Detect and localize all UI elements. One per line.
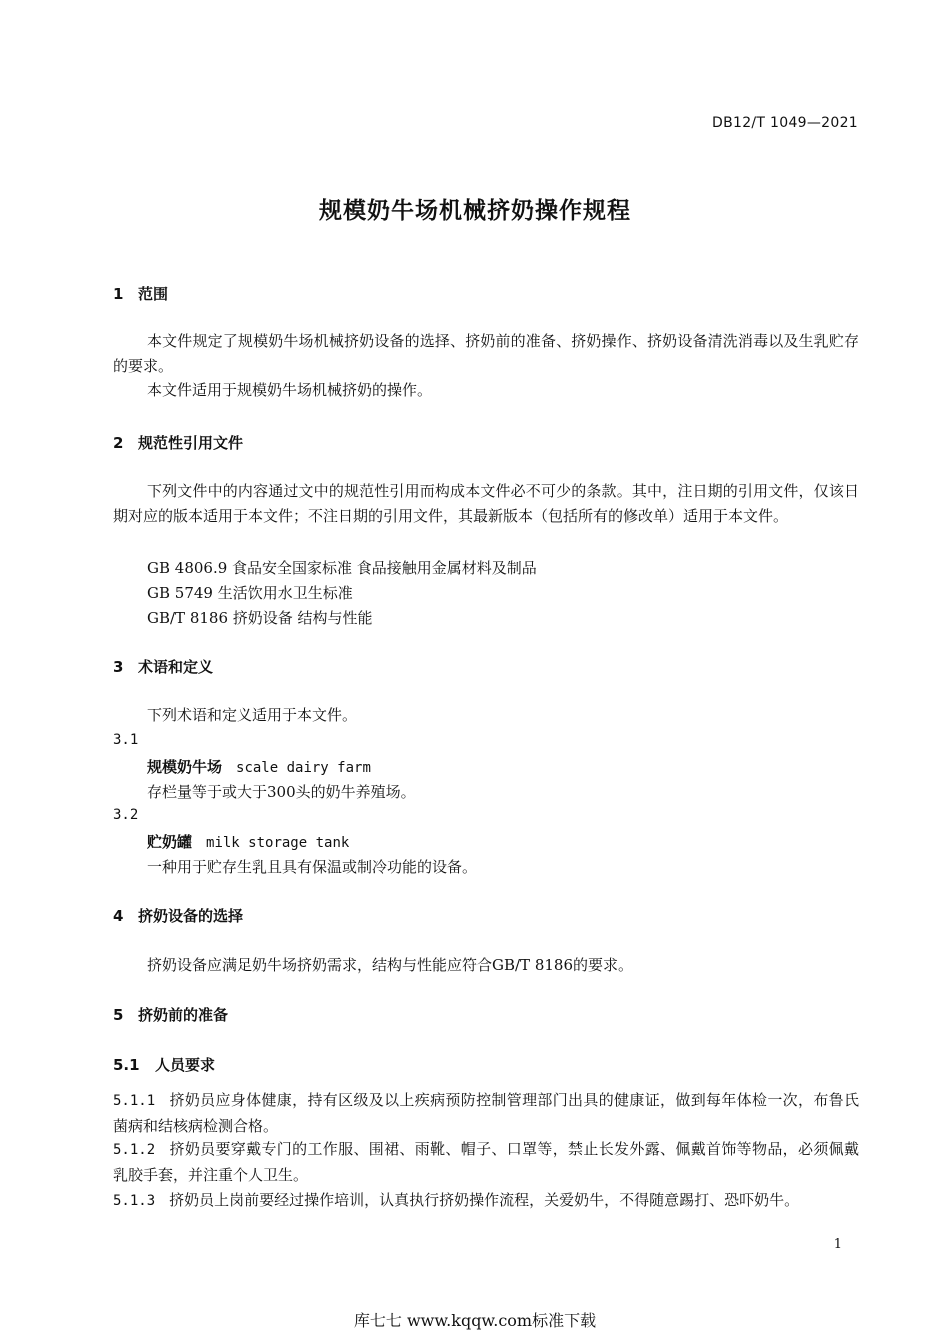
normative-reference: GB/T 8186 挤奶设备 结构与性能 — [147, 609, 373, 627]
clause-5-1-1 — [113, 1088, 859, 1138]
term-chinese: 贮奶罐 — [147, 833, 193, 851]
term-entry — [147, 831, 349, 852]
section-5-heading — [113, 1004, 228, 1025]
section-3-heading — [113, 656, 213, 677]
section-2-heading — [113, 432, 243, 453]
section-1-heading — [113, 283, 168, 304]
term-english: milk storage tank — [206, 835, 350, 851]
footer-watermark: 库七七 www.kqqw.com标准下载 — [353, 1311, 597, 1330]
section-number: 4 — [113, 907, 124, 925]
term-definition: 存栏量等于或大于300头的奶牛养殖场。 — [147, 783, 416, 801]
term-english: scale dairy farm — [236, 760, 371, 776]
section-number: 3 — [113, 658, 124, 676]
document-number: DB12/T 1049—2021 — [712, 115, 858, 131]
subsection-5-1-heading — [113, 1054, 215, 1075]
subsection-number: 5.1 — [113, 1056, 140, 1074]
clause-number: 5.1.1 — [113, 1093, 156, 1109]
subsection-title: 人员要求 — [155, 1056, 216, 1074]
clause-text: 挤奶员要穿戴专门的工作服、围裙、雨靴、帽子、口罩等，禁止长发外露、佩戴首饰等物品，必须佩戴乳胶手套，并注重个人卫生。 — [113, 1140, 859, 1184]
normative-reference: GB 4806.9 食品安全国家标准 食品接触用金属材料及制品 — [147, 559, 537, 577]
section-4-paragraph-1: 挤奶设备应满足奶牛场挤奶需求，结构与性能应符合GB/T 8186的要求。 — [147, 956, 634, 974]
clause-5-1-3 — [113, 1188, 859, 1214]
term-entry — [147, 756, 371, 777]
page-number: 1 — [833, 1237, 842, 1252]
section-title: 术语和定义 — [138, 658, 214, 676]
section-number: 5 — [113, 1006, 124, 1024]
section-4-heading — [113, 905, 243, 926]
document-title: 规模奶牛场机械挤奶操作规程 — [319, 198, 631, 224]
section-1-paragraph-1: 本文件规定了规模奶牛场机械挤奶设备的选择、挤奶前的准备、挤奶操作、挤奶设备清洗消毒以及生乳贮存的要求。 — [113, 332, 859, 375]
term-chinese: 规模奶牛场 — [147, 758, 223, 776]
section-title: 范围 — [138, 285, 169, 303]
section-number: 2 — [113, 434, 124, 452]
clause-number: 5.1.3 — [113, 1193, 156, 1209]
term-number: 3.2 — [113, 807, 139, 823]
normative-reference: GB 5749 生活饮用水卫生标准 — [147, 584, 353, 602]
section-3-paragraph-1: 下列术语和定义适用于本文件。 — [147, 706, 358, 724]
clause-text: 挤奶员上岗前要经过操作培训，认真执行挤奶操作流程，关爱奶牛，不得随意踢打、恐吓奶牛。 — [169, 1191, 800, 1209]
section-1-paragraph-2: 本文件适用于规模奶牛场机械挤奶的操作。 — [147, 381, 433, 399]
clause-number: 5.1.2 — [113, 1142, 156, 1158]
section-title: 挤奶设备的选择 — [138, 907, 244, 925]
section-title: 规范性引用文件 — [138, 434, 244, 452]
term-definition: 一种用于贮存生乳且具有保温或制冷功能的设备。 — [147, 858, 478, 876]
term-number: 3.1 — [113, 732, 139, 748]
section-title: 挤奶前的准备 — [138, 1006, 229, 1024]
section-number: 1 — [113, 285, 124, 303]
section-2-paragraph-1: 下列文件中的内容通过文中的规范性引用而构成本文件必不可少的条款。其中，注日期的引用文件，仅该日期对应的版本适用于本文件；不注日期的引用文件，其最新版本（包括所有的修改单）适用于本文件。 — [113, 482, 859, 525]
clause-text: 挤奶员应身体健康，持有区级及以上疾病预防控制管理部门出具的健康证，做到每年体检一次，布鲁氏菌病和结核病检测合格。 — [113, 1091, 859, 1135]
clause-5-1-2 — [113, 1137, 859, 1187]
